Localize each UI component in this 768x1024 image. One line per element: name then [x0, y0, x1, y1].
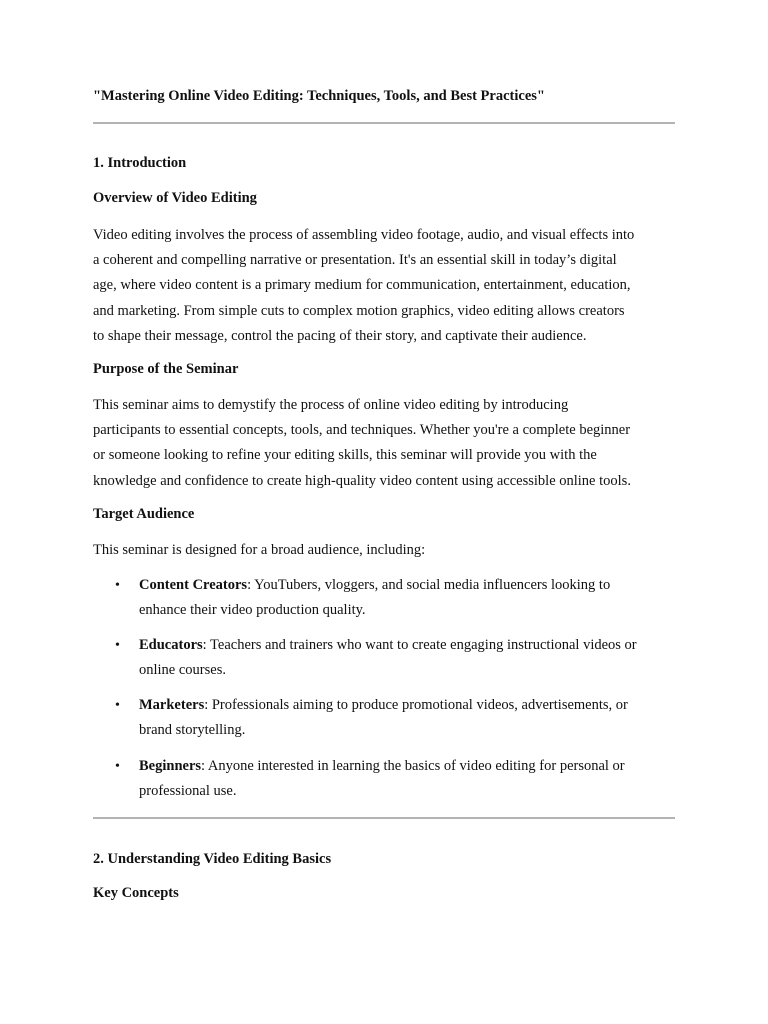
subheading-target-audience: Target Audience [93, 506, 195, 522]
list-item-text: brand storytelling. [139, 722, 246, 739]
subheading-overview: Overview of Video Editing [93, 190, 257, 206]
list-item-term: Educators [139, 637, 203, 653]
list-item-text: professional use. [139, 783, 237, 800]
list-item-term: Content Creators [139, 577, 248, 593]
horizontal-rule [93, 817, 675, 819]
list-item-text: : Anyone interested in learning the basics of video editing for personal or [201, 758, 625, 774]
bullet-icon: • [115, 759, 120, 774]
list-item-term: Marketers [139, 697, 205, 713]
subheading-purpose: Purpose of the Seminar [93, 361, 239, 377]
paragraph-purpose [93, 393, 683, 494]
list-item-text: : YouTubers, vloggers, and social media influencers looking to [247, 577, 611, 593]
subheading-key-concepts: Key Concepts [93, 885, 179, 901]
paragraph-line: or someone looking to refine your editing skills, this seminar will provide you with the [93, 447, 597, 464]
paragraph-line: This seminar aims to demystify the process of online video editing by introducing [93, 397, 569, 413]
list-item-term: Beginners [139, 758, 202, 774]
paragraph-line: age, where video content is a primary medium for communication, entertainment, education, [93, 277, 631, 294]
bullet-icon: • [115, 698, 120, 713]
paragraph-line: to shape their message, control the pacing of their story, and captivate their audience. [93, 327, 587, 344]
list-item-text: enhance their video production quality. [139, 602, 366, 619]
bullet-icon: • [115, 638, 120, 653]
list-item-text: : Professionals aiming to produce promotional videos, advertisements, or [204, 697, 628, 713]
list-item-text: online courses. [139, 662, 226, 679]
document-title: "Mastering Online Video Editing: Techniques, Tools, and Best Practices" [93, 88, 545, 104]
list-item-text: : Teachers and trainers who want to create engaging instructional videos or [202, 637, 637, 653]
paragraph-line: participants to essential concepts, tools, and techniques. Whether you're a complete beginner [93, 422, 631, 439]
bullet-icon: • [115, 578, 120, 593]
paragraph-line: knowledge and confidence to create high-quality video content using accessible online tools. [93, 472, 631, 489]
section-heading-introduction: 1. Introduction [93, 155, 187, 171]
paragraph-line: and marketing. From simple cuts to complex motion graphics, video editing allows creators [93, 302, 625, 319]
paragraph-audience-intro [93, 538, 683, 563]
horizontal-rule [93, 122, 675, 124]
paragraph-line: Video editing involves the process of assembling video footage, audio, and visual effects into [93, 227, 635, 243]
paragraph-line: a coherent and compelling narrative or presentation. It's an essential skill in today’s digital [93, 252, 617, 269]
paragraph-overview [93, 223, 683, 349]
section-heading-video-editing-basics: 2. Understanding Video Editing Basics [93, 851, 332, 867]
paragraph-line: This seminar is designed for a broad audience, including: [93, 542, 426, 558]
